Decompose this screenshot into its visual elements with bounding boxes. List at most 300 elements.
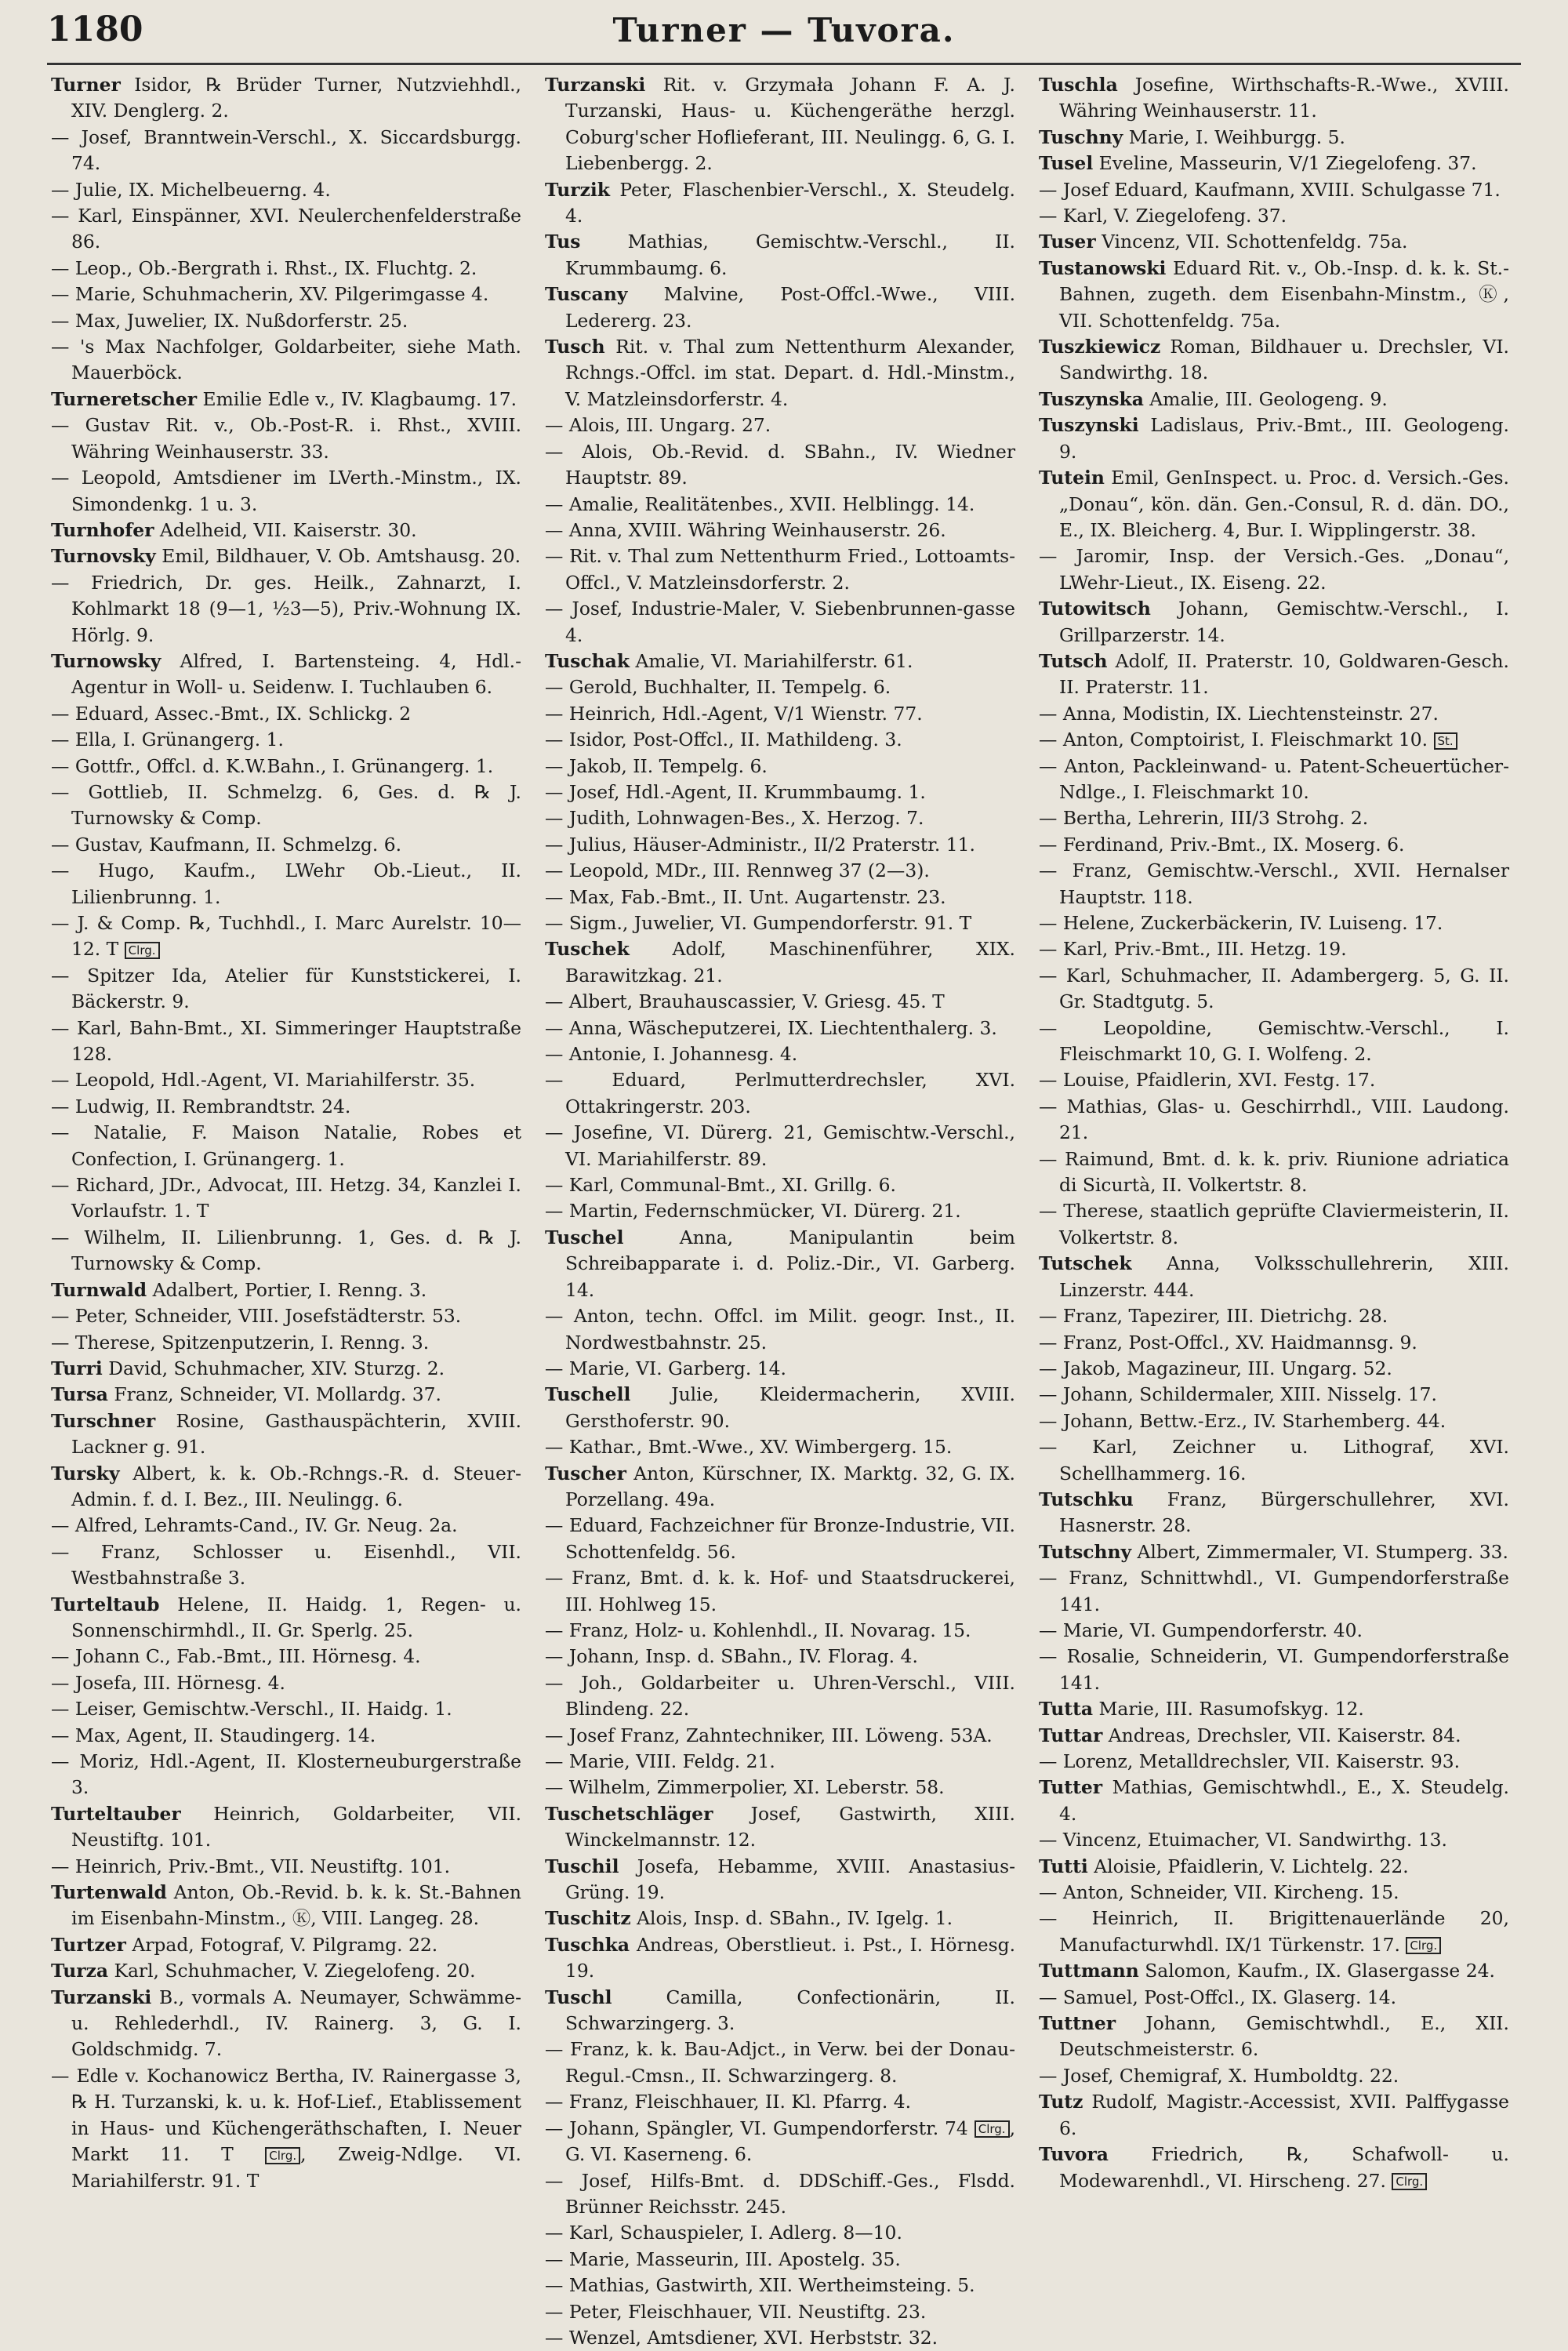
entry-text: — Karl, V. Ziegelofeng. 37. [1039,205,1287,227]
entry-text: Eveline, Masseurin, V/1 Ziegelofeng. 37. [1093,152,1477,175]
directory-entry [545,858,1015,884]
directory-entry [1039,387,1509,412]
directory-entry [51,1277,521,1303]
entry-text: — Anton, Packleinwand- u. Patent-Scheuertücher-Ndlge., I. Fleischmarkt 10. [1039,754,1509,803]
directory-entry [51,1225,521,1277]
directory-entry [545,1854,1015,1906]
entry-text: Ladislaus, Priv.-Bmt., III. Geologeng. 9. [1059,414,1509,463]
directory-entry [51,570,521,649]
directory-entry [1039,1827,1509,1853]
directory-entry [545,1775,1015,1800]
entry-text: — Martin, Federnschmücker, VI. Dürerg. 21. [545,1200,961,1223]
directory-entry [51,832,521,858]
entry-text: — Josef, Hdl.-Agent, II. Krummbaumg. 1. [545,780,926,803]
entry-text: — Marie, VI. Garberg. 14. [545,1357,786,1379]
directory-entry [545,1749,1015,1775]
directory-entry [1039,334,1509,387]
entry-surname: Turnovsky [51,545,156,568]
entry-text: — Amalie, Realitätenbes., XVII. Helblingg. 14. [545,492,975,515]
entry-surname: Tuschek [545,938,630,961]
entry-text: Heinrich, Goldarbeiter, VII. Neustiftg. 101. [71,1802,521,1851]
directory-entry [545,1461,1015,1513]
entry-text: — Mathias, Glas- u. Geschirrhdl., VIII. Laudong. 21. [1039,1095,1509,1144]
directory-entry [1039,832,1509,858]
entry-surname: Tutowitsch [1039,598,1151,620]
entry-surname: Turschner [51,1409,156,1432]
directory-entry [51,543,521,569]
entry-text: Josef, Gastwirth, XIII. Winckelmannstr. 12. [565,1802,1015,1851]
entry-text: Marie, III. Rasumofskyg. 12. [1093,1698,1364,1721]
directory-entry [1039,1434,1509,1487]
entry-surname: Turzik [545,178,610,201]
entry-surname: Tutsch [1039,649,1108,672]
entry-text: — Hugo, Kaufm., LWehr Ob.-Lieut., II. Lilienbrunng. 1. [51,859,521,908]
directory-entry [1039,754,1509,806]
page-number: 1180 [47,9,143,49]
directory-entry [545,1172,1015,1198]
directory-entry [545,910,1015,936]
entry-surname: Tuschak [545,649,630,672]
directory-entry [545,1906,1015,1931]
entry-text: — Gerold, Buchhalter, II. Tempelg. 6. [545,676,891,699]
directory-entry [51,1120,521,1172]
entry-surname: Tutta [1039,1698,1094,1721]
entry-text: Mathias, Gemischtw.-Verschl., II. Krummbaumg. 6. [565,231,1015,279]
directory-entry [545,518,1015,543]
entry-text: — Therese, Spitzenputzerin, I. Renng. 3. [51,1331,430,1354]
directory-entry [51,1382,521,1408]
entry-text: Anton, Ob.-Revid. b. k. k. St.-Bahnen im Eisenbahn-Minstm., Ⓚ, VIII. Langeg. 28. [71,1881,521,1930]
entry-text: Franz, Bürgerschullehrer, XVI. Hasnerstr. 28. [1059,1488,1509,1537]
directory-entry [545,72,1015,177]
directory-entry [1039,805,1509,831]
directory-entry [51,1172,521,1225]
entry-text: — Leiser, Gemischtw.-Verschl., II. Haidg. 1. [51,1698,452,1721]
directory-entry [51,1854,521,1880]
directory-entry [51,649,521,701]
directory-entry [1039,1198,1509,1251]
entry-text: Josefine, Wirthschafts-R.-Wwe., XVIII. Währing Weinhauserstr. 11. [1059,74,1509,122]
entry-badge: Clrg. [1406,1937,1441,1954]
directory-entry [545,1382,1015,1434]
entry-surname: Turri [51,1357,103,1379]
column-2 [545,72,1015,2349]
directory-entry [545,649,1015,674]
directory-entry [51,1408,521,1461]
entry-text: David, Schuhmacher, XIV. Sturzg. 2. [102,1357,445,1379]
directory-entry [1039,1382,1509,1408]
directory-entry [51,1356,521,1382]
directory-entry [1039,1251,1509,1303]
entry-text: — Ludwig, II. Rembrandtstr. 24. [51,1095,351,1117]
entry-surname: Tuser [1039,231,1096,253]
entry-text: Rit. v. Grzymała Johann F. A. J. Turzanski, Haus- u. Küchengeräthe herzgl. Coburg'scher Hoflieferant, III. Neulingg. 6, G. I. Liebenbergg. 2. [565,74,1015,175]
directory-entry [51,1067,521,1093]
entry-text: Julie, Kleidermacherin, XVIII. Gersthoferstr. 90. [565,1383,1015,1432]
entry-text: Johann, Gemischtwhdl., E., XII. Deutschmeisterstr. 6. [1059,2012,1509,2061]
directory-entry [1039,543,1509,596]
directory-entry [1039,72,1509,125]
entry-surname: Tuschil [545,1855,619,1877]
directory-entry [545,543,1015,596]
entry-text: — Max, Agent, II. Staudingerg. 14. [51,1724,376,1746]
directory-entry [1039,256,1509,334]
entry-text: Anton, Kürschner, IX. Marktg. 32, G. IX. Porzellang. 49a. [565,1462,1015,1510]
directory-entry [51,1094,521,1120]
directory-entry [545,1618,1015,1644]
directory-entry [545,1016,1015,1041]
directory-entry [1039,858,1509,910]
directory-entry [1039,1880,1509,1906]
entry-surname: Tutschek [1039,1252,1132,1275]
entry-text: — Johann, Insp. d. SBahn., IV. Florag. 4. [545,1645,918,1668]
entry-surname: Turner [51,74,121,96]
directory-entry [1039,649,1509,701]
entry-surname: Tuschl [545,1986,612,2008]
directory-entry [1039,465,1509,543]
directory-entry [545,1644,1015,1670]
directory-entry [1039,1356,1509,1382]
directory-entry [51,465,521,518]
entry-text: — Helene, Zuckerbäckerin, IV. Luiseng. 17. [1039,912,1443,934]
entry-text: — Heinrich, Priv.-Bmt., VII. Neustiftg. 101. [51,1855,451,1877]
directory-entry [1039,1330,1509,1356]
entry-text: — Sigm., Juwelier, VI. Gumpendorferstr. 91. T [545,912,972,934]
entry-text: — Josef, Chemigraf, X. Humboldtg. 22. [1039,2064,1399,2087]
entry-surname: Turzanski [51,1986,152,2008]
entry-text: — Alois, Ob.-Revid. d. SBahn., IV. Wiedner Hauptstr. 89. [545,440,1015,489]
entry-surname: Turteltauber [51,1802,181,1825]
directory-entry [51,387,521,412]
directory-entry [1039,1408,1509,1434]
entry-text: Amalie, III. Geologeng. 9. [1143,387,1388,410]
directory-entry [51,125,521,177]
entry-text: — Karl, Schuhmacher, II. Adambergerg. 5, G. II. Gr. Stadtgutg. 5. [1039,964,1509,1013]
directory-entry [545,2273,1015,2298]
entry-surname: Turnwald [51,1278,147,1301]
directory-entry [1039,177,1509,203]
entry-text: — Isidor, Post-Offcl., II. Mathildeng. 3. [545,729,902,751]
entry-text: Anna, Volksschullehrerin, XIII. Linzerstr. 444. [1059,1252,1509,1301]
entry-badge: Clrg. [265,2147,300,2164]
directory-entry [51,1723,521,1749]
entry-text: — Josef, Industrie-Maler, V. Siebenbrunnen-gasse 4. [545,598,1015,646]
directory-entry [545,2325,1015,2351]
entry-surname: Tuschka [545,1933,630,1956]
entry-surname: Turteltaub [51,1593,160,1615]
entry-text: — Anna, Wäscheputzerei, IX. Liechtenthalerg. 3. [545,1016,997,1039]
directory-entry [545,1120,1015,1172]
entry-text: Eduard Rit. v., Ob.-Insp. d. k. k. St.-Bahnen, zugeth. dem Eisenbahn-Minstm., Ⓚ, VII. Schottenfeldg. 75a. [1059,256,1509,332]
entry-text: Adolf, II. Praterstr. 10, Goldwaren-Gesch. II. Praterstr. 11. [1059,649,1509,699]
entry-text: — Wilhelm, Zimmerpolier, XI. Leberstr. 58. [545,1776,945,1799]
entry-text-tail: , Zweig-Ndlge. VI. Mariahilferstr. 91. T [71,2143,521,2192]
entry-text: — Leopold, MDr., III. Rennweg 37 (2—3). [545,859,930,882]
entry-text: Andreas, Oberstlieut. i. Pst., I. Hörnesg. 19. [565,1933,1015,1982]
entry-surname: Tursky [51,1462,120,1484]
running-title: Turner — Tuvora. [612,11,956,49]
entry-text: — Rit. v. Thal zum Nettenthurm Fried., Lottoamts-Offcl., V. Matzleinsdorferstr. 2. [545,545,1015,594]
entry-badge: Clrg. [975,2120,1010,2138]
directory-entry [1039,1723,1509,1749]
directory-entry [1039,936,1509,962]
directory-entry [51,177,521,203]
entry-text: — Eduard, Fachzeichner für Bronze-Industrie, VII. Schottenfeldg. 56. [545,1514,1015,1563]
directory-entry [545,1434,1015,1460]
entry-text: — Antonie, I. Johannesg. 4. [545,1043,798,1066]
entry-text: Aloisie, Pfaidlerin, V. Lichtelg. 22. [1087,1855,1409,1877]
entry-badge: St. [1434,732,1457,750]
entry-text: — Karl, Einspänner, XVI. Neulerchenfelderstraße 86. [51,205,521,253]
entry-text: Isidor, ℞ Brüder Turner, Nutzviehhdl., XIV. Denglerg. 2. [71,74,521,122]
entry-text-tail: , G. VI. Kaserneng. 6. [565,2117,1015,2166]
entry-text: — Josef Eduard, Kaufmann, XVIII. Schulgasse 71. [1039,178,1501,201]
entry-text: Albert, k. k. Ob.-Rchngs.-R. d. Steuer-Admin. f. d. I. Bez., III. Neulingg. 6. [71,1462,521,1510]
entry-text: — Anna, Modistin, IX. Liechtensteinstr. 27. [1039,702,1439,725]
entry-text: — Therese, staatlich geprüfte Claviermeisterin, II. Volkertstr. 8. [1039,1200,1509,1248]
directory-entry [545,1356,1015,1382]
entry-text: Amalie, VI. Mariahilferstr. 61. [630,649,913,672]
entry-text: — Ferdinand, Priv.-Bmt., IX. Moserg. 6. [1039,833,1405,856]
directory-entry [1039,1749,1509,1775]
directory-entry [1039,1146,1509,1199]
entry-surname: Tuttar [1039,1724,1103,1746]
directory-entry [545,2299,1015,2325]
entry-text: — Franz, k. k. Bau-Adjct., in Verw. bei der Donau-Regul.-Cmsn., II. Schwarzingerg. 8. [545,2038,1015,2087]
entry-text: Adalbert, Portier, I. Renng. 3. [147,1278,427,1301]
directory-entry [51,256,521,282]
directory-entry [1039,2011,1509,2063]
entry-text: — Karl, Bahn-Bmt., XI. Simmeringer Hauptstraße 128. [51,1016,521,1066]
directory-entry [545,412,1015,438]
directory-entry [1039,701,1509,727]
entry-surname: Tuschny [1039,125,1123,148]
entry-text: — Moriz, Hdl.-Agent, II. Klosterneuburgerstraße 3. [51,1750,521,1799]
entry-surname: Tusel [1039,152,1094,175]
entry-text: — Anton, techn. Offcl. im Milit. geogr. Inst., II. Nordwestbahnstr. 25. [545,1305,1015,1354]
directory-entry [545,2089,1015,2115]
directory-entry [51,1696,521,1722]
directory-entry [545,727,1015,753]
directory-entry [51,727,521,753]
entry-surname: Tuschel [545,1226,624,1248]
entry-text: Rudolf, Magistr.-Accessist, XVII. Palffygasse 6. [1059,2091,1509,2139]
entry-text: Mathias, Gemischtwhdl., E., X. Steudelg. 4. [1059,1776,1509,1825]
entry-surname: Tutein [1039,467,1105,489]
entry-surname: Tuschetschläger [545,1802,713,1825]
directory-entry [545,1198,1015,1224]
entry-surname: Tuschell [545,1383,631,1406]
directory-entry [51,1801,521,1854]
entry-text: — Franz, Tapezirer, III. Dietrichg. 28. [1039,1305,1388,1328]
entry-surname: Tuszynska [1039,387,1144,410]
entry-text: — Spitzer Ida, Atelier für Kunststickerei, I. Bäckerstr. 9. [51,964,521,1013]
directory-entry [51,1644,521,1670]
entry-text: Emilie Edle v., IV. Klagbaumg. 17. [197,387,517,410]
entry-text: — Franz, Fleischhauer, II. Kl. Pfarrg. 4. [545,2091,912,2113]
entry-text: Roman, Bildhauer u. Drechsler, VI. Sandwirthg. 18. [1059,336,1509,384]
entry-text: — Marie, Schuhmacherin, XV. Pilgerimgasse 4. [51,283,489,306]
entry-text: Peter, Flaschenbier-Verschl., X. Steudelg. 4. [565,178,1015,227]
entry-text: — Karl, Zeichner u. Lithograf, XVI. Schellhammerg. 16. [1039,1436,1509,1484]
directory-entry [1039,203,1509,229]
entry-text: Andreas, Drechsler, VII. Kaiserstr. 84. [1102,1724,1461,1746]
entry-text: — Marie, VIII. Feldg. 21. [545,1750,775,1772]
entry-text: — Alois, III. Ungarg. 27. [545,414,771,437]
entry-surname: Tutschny [1039,1540,1132,1563]
directory-entry [1039,963,1509,1016]
entry-surname: Tusch [545,336,605,358]
entry-text: Karl, Schuhmacher, V. Ziegelofeng. 20. [108,1960,476,1982]
entry-text: Rit. v. Thal zum Nettenthurm Alexander, Rchngs.-Offcl. im stat. Depart. d. Hdl.-Minstm., V. Matzleinsdorferstr. 4. [565,336,1015,410]
directory-entry [1039,229,1509,255]
entry-text: — Leopold, Amtsdiener im LVerth.-Minstm., IX. Simondenkg. 1 u. 3. [51,467,521,515]
entry-text: Franz, Schneider, VI. Mollardg. 37. [107,1383,441,1406]
entry-surname: Tuscany [545,283,628,306]
directory-entry [1039,2063,1509,2089]
entry-surname: Turza [51,1960,109,1982]
entry-text: — Richard, JDr., Advocat, III. Hetzg. 34, Kanzlei I. Vorlaufstr. 1. T [51,1174,521,1223]
entry-text: — Gottfr., Offcl. d. K.W.Bahn., I. Grünangerg. 1. [51,754,494,777]
directory-entry [1039,1854,1509,1880]
directory-entry [545,1513,1015,1565]
entry-surname: Turtzer [51,1933,126,1956]
directory-entry [1039,727,1509,753]
entry-text: Camilla, Confectionärin, II. Schwarzingerg. 3. [565,1986,1015,2035]
entry-surname: Tuszkiewicz [1039,336,1161,358]
entry-text: — Marie, Masseurin, III. Apostelg. 35. [545,2247,901,2270]
directory-entry [545,1723,1015,1749]
directory-entry [1039,1067,1509,1093]
entry-text: — Karl, Priv.-Bmt., III. Hetzg. 19. [1039,938,1347,961]
entry-text: — Lorenz, Metalldrechsler, VII. Kaiserstr. 93. [1039,1750,1461,1772]
entry-surname: Tursa [51,1383,108,1406]
directory-entry [545,282,1015,334]
entry-text: — Josefa, III. Hörnesg. 4. [51,1671,285,1694]
entry-text: — Franz, Post-Offcl., XV. Haidmannsg. 9. [1039,1331,1417,1354]
entry-text: — Johann, Schildermaler, XIII. Nisselg. 17. [1039,1383,1437,1406]
entry-text: — Leopold, Hdl.-Agent, VI. Mariahilferstr. 35. [51,1069,476,1092]
directory-entry [545,2168,1015,2221]
entry-text: — Peter, Schneider, VIII. Josefstädterstr. 53. [51,1305,462,1328]
directory-entry [1039,596,1509,649]
entry-surname: Tutter [1039,1776,1103,1799]
directory-entry [545,2247,1015,2273]
entry-surname: Turzanski [545,74,646,96]
directory-entry [545,229,1015,282]
entry-text: — Josef Franz, Zahntechniker, III. Löweng. 53A. [545,1724,993,1746]
directory-entry [545,674,1015,700]
directory-entry [51,1592,521,1644]
directory-entry [51,1330,521,1356]
entry-text: — Vincenz, Etuimacher, VI. Sandwirthg. 13. [1039,1829,1447,1851]
entry-text: — Peter, Fleischhauer, VII. Neustiftg. 23. [545,2300,927,2323]
entry-text: — Johann, Bettw.-Erz., IV. Starhemberg. 44. [1039,1409,1446,1432]
entry-text: — Wenzel, Amtsdiener, XVI. Herbststr. 32. [545,2326,938,2349]
entry-text: — Jakob, Magazineur, III. Ungarg. 52. [1039,1357,1392,1379]
entry-text: Adolf, Maschinenführer, XIX. Barawitzkag. 21. [565,938,1015,987]
entry-surname: Tustanowski [1039,256,1167,279]
directory-entry [51,1985,521,2063]
column-1 [51,72,521,2291]
directory-entry [51,334,521,387]
entry-text: Rosine, Gasthauspächterin, XVIII. Lackner g. 91. [71,1409,521,1459]
directory-entry [545,1932,1015,1985]
directory-entry [51,1932,521,1958]
directory-entry [545,596,1015,649]
entry-text: — Gustav, Kaufmann, II. Schmelzg. 6. [51,833,402,856]
directory-entry [545,2037,1015,2089]
directory-entry [51,412,521,465]
entry-text: — Franz, Schlosser u. Eisenhdl., VII. Westbahnstraße 3. [51,1540,521,1590]
entry-text: — Heinrich, Hdl.-Agent, V/1 Wienstr. 77. [545,702,923,725]
directory-entry [545,492,1015,518]
directory-entry [545,1303,1015,1356]
entry-text: — Rosalie, Schneiderin, VI. Gumpendorferstraße 141. [1039,1645,1509,1694]
entry-text: Salomon, Kaufm., IX. Glasergasse 24. [1138,1960,1495,1982]
entry-text: — Franz, Gemischtw.-Verschl., XVII. Hernalser Hauptstr. 118. [1039,859,1509,908]
entry-surname: Turneretscher [51,387,198,410]
entry-badge: Clrg. [125,942,160,959]
entry-text: — Kathar., Bmt.-Wwe., XV. Wimbergerg. 15. [545,1436,953,1459]
entry-badge: Clrg. [1392,2173,1427,2190]
directory-entry [1039,125,1509,151]
entry-surname: Tus [545,231,581,253]
directory-entry [51,1958,521,1984]
entry-text: — Jaromir, Insp. der Versich.-Ges. „Donau“, LWehr-Lieut., IX. Eiseng. 22. [1039,545,1509,594]
entry-text: — Jakob, II. Tempelg. 6. [545,754,768,777]
entry-text: — Louise, Pfaidlerin, XVI. Festg. 17. [1039,1069,1376,1092]
entry-text: — Karl, Communal-Bmt., XI. Grillg. 6. [545,1174,896,1197]
entry-text: — Wilhelm, II. Lilienbrunng. 1, Ges. d. ℞ J. Turnowsky & Comp. [51,1226,521,1275]
directory-entry [1039,1985,1509,2011]
directory-entry [545,701,1015,727]
directory-entry [51,203,521,256]
entry-text: — Anton, Schneider, VII. Kircheng. 15. [1039,1881,1399,1904]
directory-entry [545,885,1015,910]
directory-entry [545,936,1015,989]
directory-entry [51,754,521,779]
entry-text: — Edle v. Kochanowicz Bertha, IV. Rainergasse 3, ℞ H. Turzanski, k. u. k. Hof-Lief., Etablissement in Haus- und Küchengeräthschaften, I. Neuer Markt 11. T [51,2064,521,2166]
entry-text: — Johann C., Fab.-Bmt., III. Hörnesg. 4. [51,1645,421,1668]
directory-entry [1039,412,1509,465]
directory-entry [51,518,521,543]
entry-text: Adelheid, VII. Kaiserstr. 30. [154,518,417,541]
entry-text: Alois, Insp. d. SBahn., IV. Igelg. 1. [630,1907,953,1930]
entry-text: — Alfred, Lehramts-Cand., IV. Gr. Neug. 2a. [51,1514,458,1537]
directory-entry [545,177,1015,230]
directory-entry [1039,910,1509,936]
entry-text: — Gustav Rit. v., Ob.-Post-R. i. Rhst., XVIII. Währing Weinhauserstr. 33. [51,414,521,463]
directory-entry [51,282,521,307]
entry-text: — Josef, Branntwein-Verschl., X. Siccardsburgg. 74. [51,125,521,175]
entry-text: — Franz, Holz- u. Kohlenhdl., II. Novarag. 15. [545,1619,971,1641]
entry-text: — Marie, VI. Gumpendorferstr. 40. [1039,1619,1363,1641]
directory-entry [51,1513,521,1539]
entry-text: — Eduard, Assec.-Bmt., IX. Schlickg. 2 [51,702,412,725]
entry-surname: Tuschitz [545,1907,631,1930]
entry-text: — Josefine, VI. Dürerg. 21, Gemischtw.-Verschl., VI. Mariahilferstr. 89. [545,1121,1015,1170]
entry-surname: Tuscher [545,1462,626,1484]
directory-entry [51,72,521,125]
directory-entry [1039,2089,1509,2142]
directory-entry [51,701,521,727]
entry-surname: Tutschku [1039,1488,1134,1510]
entry-text: Vincenz, VII. Schottenfeldg. 75a. [1095,231,1408,253]
directory-entry [51,1670,521,1696]
directory-entry [545,1670,1015,1723]
entry-surname: Tutti [1039,1855,1088,1877]
